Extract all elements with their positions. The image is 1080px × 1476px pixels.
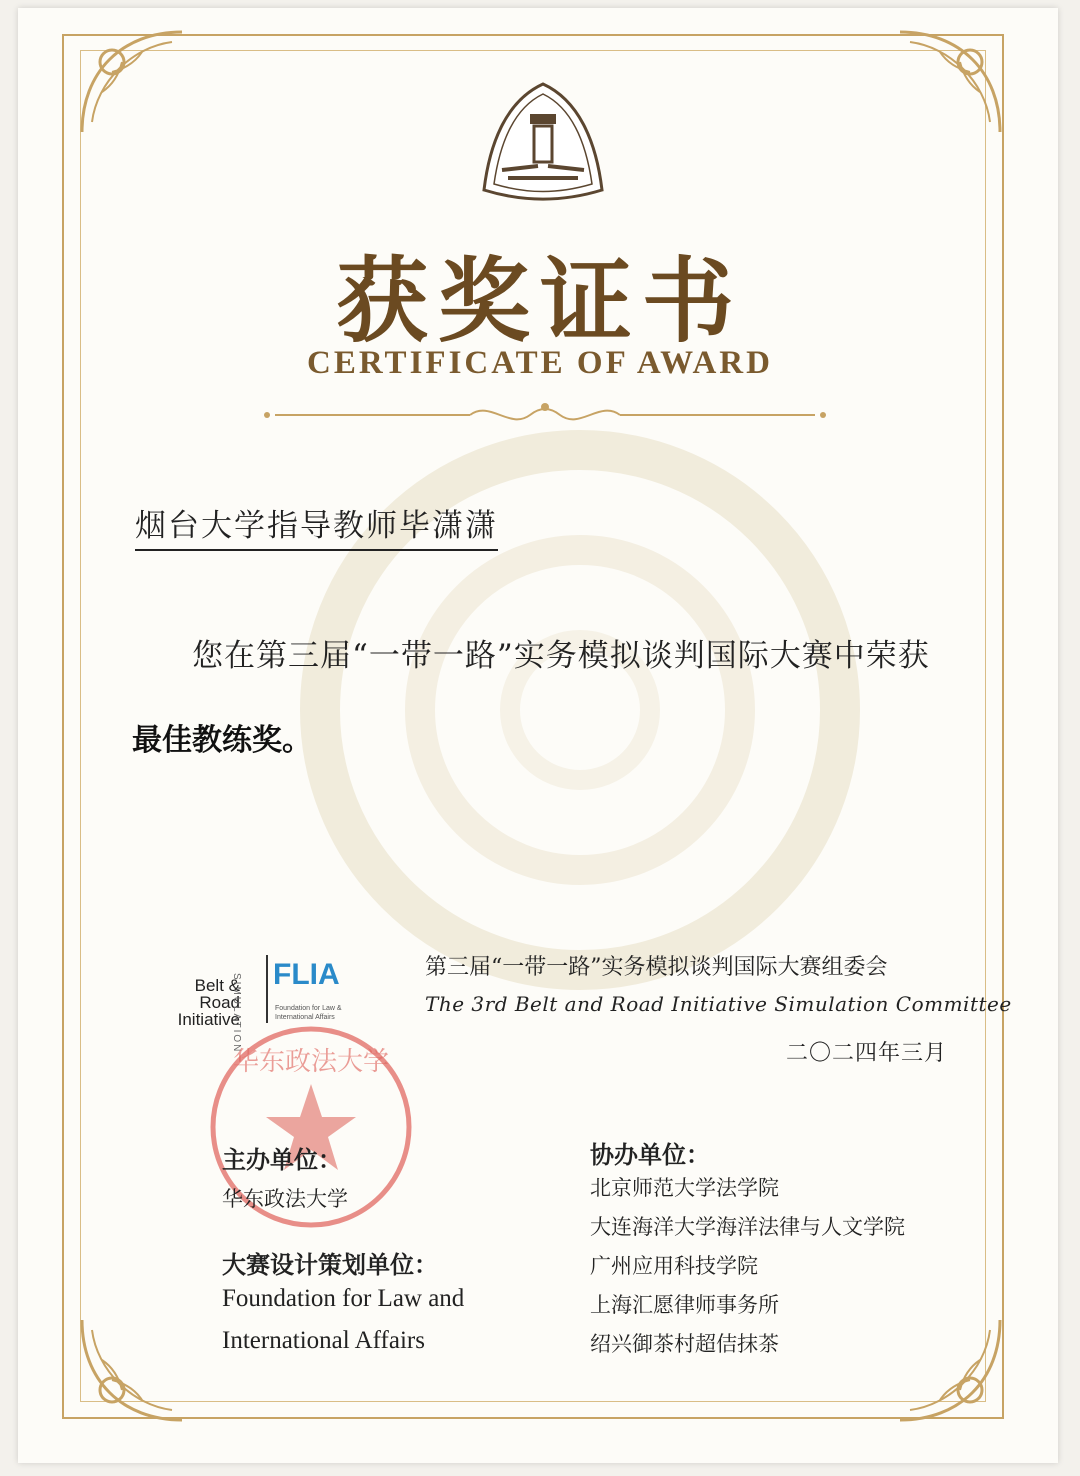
corner-ornament-top-right: [890, 22, 1010, 142]
certificate-title-english: CERTIFICATE OF AWARD: [307, 345, 773, 381]
design-org-line2: International Affairs: [222, 1327, 425, 1354]
seal-text: 华东政法大学: [232, 1047, 390, 1077]
bri-logo-line1: Belt &: [194, 976, 240, 995]
belt-and-road-simulation-logo: [150, 925, 365, 1054]
host-name: 华东政法大学: [222, 1187, 348, 1211]
certificate-title-chinese: 获奖证书: [335, 247, 744, 355]
host-heading: 主办单位：: [222, 1146, 342, 1174]
bri-logo-line2: Road: [199, 993, 240, 1012]
issue-date: 二〇二四年三月: [786, 1041, 948, 1066]
design-org-line1: Foundation for Law and: [222, 1285, 465, 1312]
design-heading: 大赛设计策划单位：: [222, 1251, 438, 1279]
corner-ornament-top-left: [72, 22, 192, 142]
co-organizer-item: 广州应用科技学院: [590, 1254, 758, 1278]
issuer-name-chinese: 第三届“一带一路”实务模拟谈判国际大赛组委会: [425, 955, 888, 980]
co-organizer-heading: 协办单位：: [590, 1141, 710, 1169]
corner-ornament-bottom-right: [890, 1310, 1010, 1430]
co-organizer-item: 绍兴御茶村超佶抹茶: [590, 1332, 779, 1356]
award-text-line1: 您在第三届“一带一路”实务模拟谈判国际大赛中荣获: [192, 638, 930, 674]
simulation-vertical-label: SIMULATION: [231, 973, 242, 1054]
bri-logo-line3: Initiative: [177, 1010, 240, 1029]
award-name: 最佳教练奖。: [132, 723, 312, 758]
logo-separator: [266, 955, 268, 1023]
flia-caption-line2: International Affairs: [275, 1014, 335, 1021]
flia-mark: FLIA: [273, 958, 340, 991]
co-organizer-item: 上海汇愿律师事务所: [590, 1293, 779, 1317]
co-organizer-item: 北京师范大学法学院: [590, 1176, 779, 1200]
issuer-name-english: The 3rd Belt and Road Initiative Simulation Committee: [425, 992, 1012, 1016]
university-emblem: [478, 80, 608, 202]
flia-caption-line1: Foundation for Law &: [275, 1005, 342, 1012]
corner-ornament-bottom-left: [72, 1310, 192, 1430]
ornamental-divider: [255, 395, 835, 435]
co-organizer-item: 大连海洋大学海洋法律与人文学院: [590, 1215, 905, 1239]
recipient-name: 烟台大学指导教师毕潇潇: [135, 500, 498, 551]
